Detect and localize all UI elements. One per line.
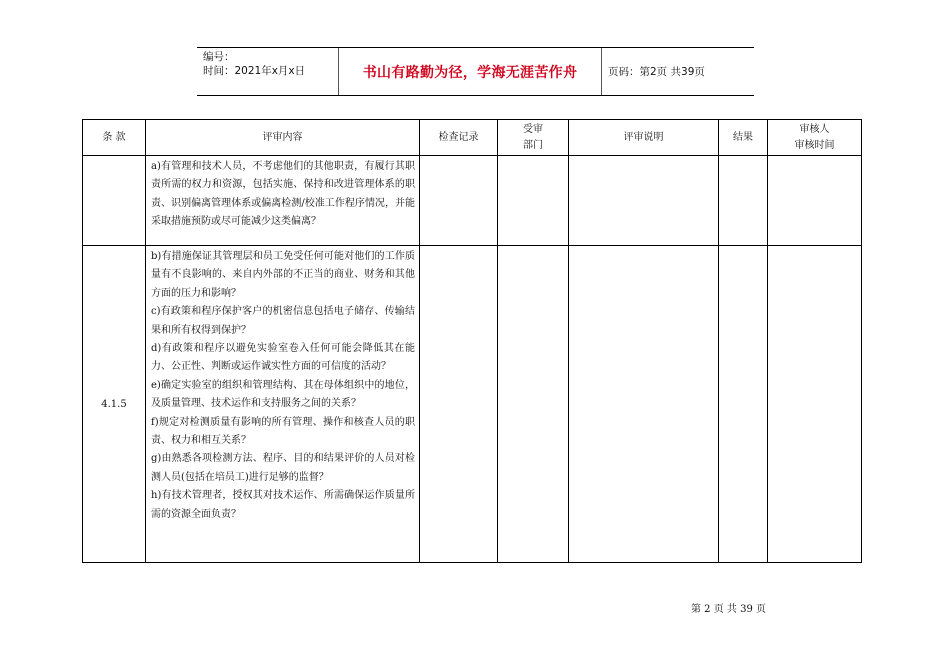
item-text: a)有管理和技术人员，不考虑他们的其他职责，有履行其职责所需的权力和资源，包括实施、保持和改进管理体系的职责、识别偏离管理体系或偏离检测/校准工作程序情况，并能采取措施预防或尽可能减少这类偏离？ xyxy=(151,161,415,228)
table-row xyxy=(83,156,862,246)
department-cell[interactable] xyxy=(498,156,569,246)
remarks-cell[interactable] xyxy=(569,246,719,563)
item-text: e)确定实验室的组织和管理结构、其在母体组织中的地位，及质量管理、技术运作和支持服务之间的关系？ xyxy=(151,379,415,410)
page-footer: 第 2 页 共 39 页 xyxy=(691,604,766,615)
clause-cell: 4.1.5 xyxy=(83,246,146,563)
col-clause: 条 款 xyxy=(83,120,146,156)
remarks-cell[interactable] xyxy=(569,156,719,246)
department-cell[interactable] xyxy=(498,246,569,563)
col-content: 评审内容 xyxy=(146,120,420,156)
col-remarks: 评审说明 xyxy=(569,120,719,156)
table-row xyxy=(83,246,862,563)
item-text: f)规定对检测质量有影响的所有管理、操作和核查人员的职责、权力和相互关系？ xyxy=(151,416,415,447)
col-check-record: 检查记录 xyxy=(420,120,498,156)
reviewer-cell[interactable] xyxy=(768,246,862,563)
col-reviewer: 审核人 审核时间 xyxy=(768,120,862,156)
reviewer-cell[interactable] xyxy=(768,156,862,246)
check-record-cell[interactable] xyxy=(420,156,498,246)
clause-cell xyxy=(83,156,146,246)
item-text: g)由熟悉各项检测方法、程序、目的和结果评价的人员对检测人员(包括在培员工)进行足够的监督？ xyxy=(151,453,415,483)
page-code: 页码：第2页 共39页 xyxy=(608,66,705,78)
header-meta xyxy=(203,50,339,78)
document-header xyxy=(197,47,754,96)
item-text: h)有技术管理者，授权其对技术运作、所需确保运作质量所需的资源全面负责？ xyxy=(151,490,415,520)
time-label: 时间：2021年x月x日 xyxy=(203,65,306,77)
number-label: 编号： xyxy=(203,51,235,63)
item-text: d)有政策和程序以避免实验室卷入任何可能会降低其在能力、公正性、判断或运作诚实性方面的可信度的活动？ xyxy=(151,343,415,373)
content-cell xyxy=(146,156,420,246)
item-text: c)有政策和程序保护客户的机密信息包括电子储存、传输结果和所有权得到保护？ xyxy=(151,306,415,336)
result-cell[interactable] xyxy=(719,246,768,563)
col-department: 受审 部门 xyxy=(498,120,569,156)
result-cell[interactable] xyxy=(719,156,768,246)
motto: 书山有路勤为径，学海无涯苦作舟 xyxy=(338,48,602,95)
check-record-cell[interactable] xyxy=(420,246,498,563)
content-cell xyxy=(146,246,420,563)
item-text: b)有措施保证其管理层和员工免受任何可能对他们的工作质量有不良影响的、来自内外部的不正当的商业、财务和其他方面的压力和影响？ xyxy=(151,251,415,299)
review-table xyxy=(82,119,862,563)
col-result: 结果 xyxy=(719,120,768,156)
table-header-row xyxy=(83,120,862,156)
